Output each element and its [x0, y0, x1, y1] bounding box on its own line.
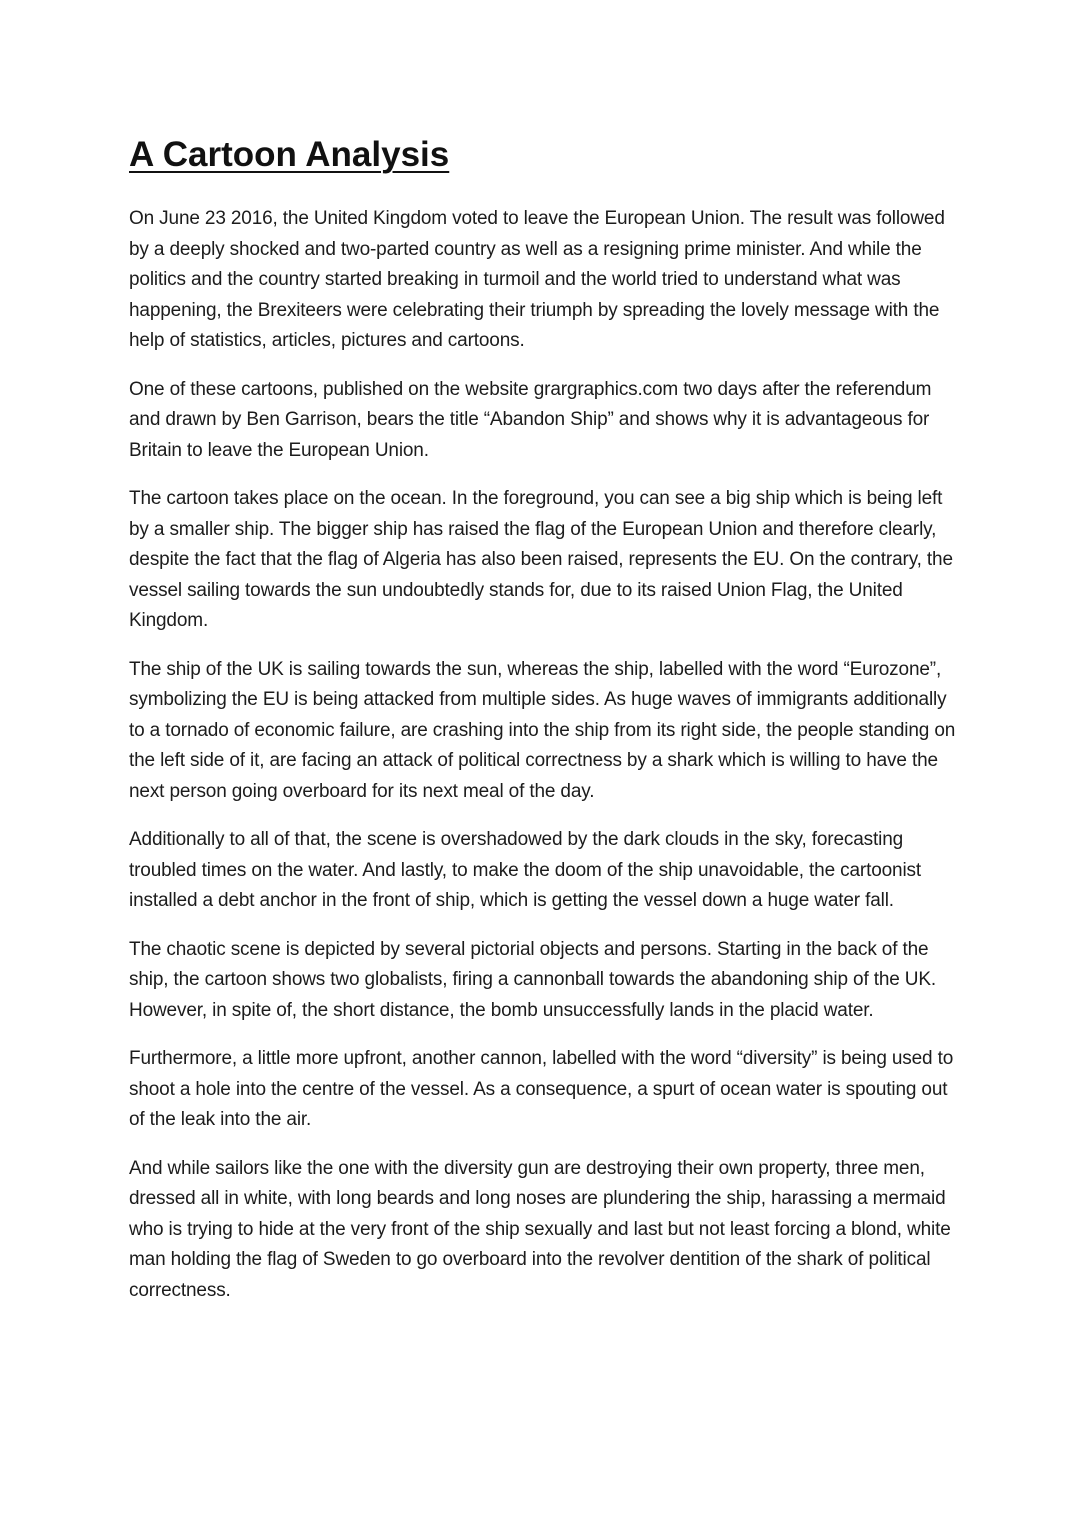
paragraph-1: On June 23 2016, the United Kingdom voted to leave the European Union. The result was followed by a deeply shocked and two-parted country as well as a resigning prime minister. And while the politics and the country started breaking in turmoil and the world tried to understand what was happening, the Brexiteers were celebrating their triumph by spreading the lovely message with the help of statistics, articles, pictures and cartoons. [129, 208, 945, 351]
document-page [129, 132, 959, 1324]
paragraph-5: Additionally to all of that, the scene is overshadowed by the dark clouds in the sky, forecasting troubled times on the water. And lastly, to make the doom of the ship unavoidable, the cartoonist installed a debt anchor in the front of ship, which is getting the vessel down a huge water fall. [129, 829, 922, 911]
paragraph-2: One of these cartoons, published on the website grargraphics.com two days after the referendum and drawn by Ben Garrison, bears the title “Abandon Ship” and shows why it is advantageous for Britain to leave the European Union. [129, 378, 932, 461]
paragraph-4: The ship of the UK is sailing towards the sun, whereas the ship, labelled with the word “Eurozone”, symbolizing the EU is being attacked from multiple sides. As huge waves of immigrants additionally to a tornado of economic failure, are crashing into the ship from its right side, the people standing on the left side of it, are facing an attack of political correctness by a shark which is willing to have the next person going overboard for its next meal of the day. [129, 658, 956, 802]
paragraph-8: And while sailors like the one with the diversity gun are destroying their own property, three men, dressed all in white, with long beards and long noses are plundering the ship, harassing a mermaid who is trying to hide at the very front of the ship sexually and last but not least forcing a blond, white man holding the flag of Sweden to go overboard into the revolver dentition of the shark of political correctness. [129, 1157, 951, 1301]
paragraph-3: The cartoon takes place on the ocean. In the foreground, you can see a big ship which is being left by a smaller ship. The bigger ship has raised the flag of the European Union and therefore clearly, despite the fact that the flag of Algeria has also been raised, represents the EU. On the contrary, the vessel sailing towards the sun undoubtedly stands for, due to its raised Union Flag, the United Kingdom. [129, 488, 953, 631]
document-title: A Cartoon Analysis [129, 135, 450, 174]
paragraph-7: Furthermore, a little more upfront, another cannon, labelled with the word “diversity” is being used to shoot a hole into the centre of the vessel. As a consequence, a spurt of ocean water is spouting out of the leak into the air. [129, 1048, 954, 1130]
paragraph-6: The chaotic scene is depicted by several pictorial objects and persons. Starting in the back of the ship, the cartoon shows two globalists, firing a cannonball towards the abandoning ship of the UK. However, in spite of, the short distance, the bomb unsuccessfully lands in the placid water. [129, 938, 937, 1021]
